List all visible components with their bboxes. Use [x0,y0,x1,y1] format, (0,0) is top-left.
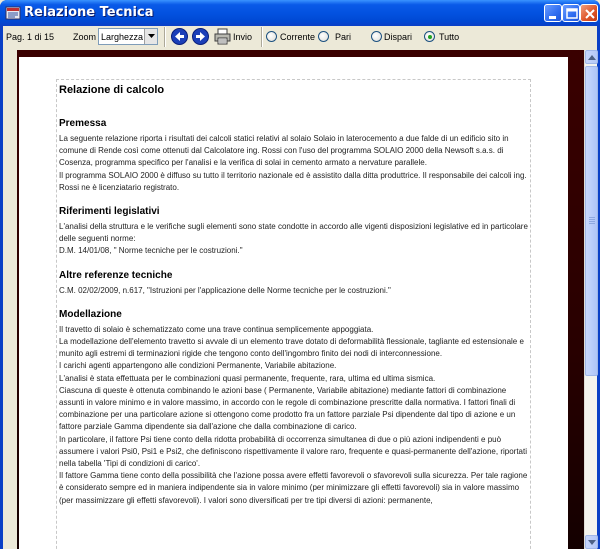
grip-line [589,219,595,220]
zoom-select-value: Larghezza [101,32,144,42]
toolbar-separator [261,27,263,47]
minimize-icon [545,5,563,23]
section-heading: Premessa [59,118,107,129]
maximize-button[interactable] [562,4,580,22]
radio-all-label: Tutto [439,32,460,42]
section-altre-referenze [59,269,529,297]
paragraph: L'analisi della struttura e le verifiche sugli elementi sono state condotte in accordo alle vigenti disposizioni legislative ed in particolare delle seguenti norme: [59,222,528,244]
grip-line [589,217,595,218]
paragraph: La seguente relazione riporta i risultati dei calcoli statici relativi al solaio Solaio in laterocemento a due falde di un edificio sito in comune di Rende così come ottenuti dal Calcolatore ing. Rossi con l'uso del programma SOLAIO 2000 della Newsoft s.a.s. di Cosenza, programma specifico per l'analisi e la verifica di solai in cemento armato a nervature parallele. [59,134,509,168]
zoom-label: Zoom [73,32,97,42]
paragraph: Ciascuna di queste è ottenuta combinando le azioni base ( Permanente, Variabile abitazione) mediante fattori di combinazione assunti in valore minimo e in valore massimo, in accordo con le regole di combinazione prescritte dalla normativa. I fattori finali di combinazione per una particolare azione si ottengono come prodotto fra un fattore parziale Psi dipendente dal tipo di azione e un fattore parziale Gamma dipendente sia dall'azione che dalla combinazione di carico. [59,385,516,432]
scroll-down-button[interactable] [585,535,598,549]
radio-odd[interactable] [371,31,382,42]
radio-even[interactable] [318,31,329,42]
report-page [19,57,568,549]
page-indicator: Pag. 1 di 15 [6,32,55,42]
zoom-select[interactable] [98,28,158,45]
scroll-up-button[interactable] [585,50,598,64]
title-bar[interactable] [0,0,600,26]
section-heading: Riferimenti legislativi [59,206,160,218]
radio-selected-dot [428,35,432,39]
vertical-scrollbar[interactable] [584,50,597,549]
chevron-up-icon [588,55,596,60]
grip-line [589,221,595,222]
close-icon [581,5,599,23]
paragraph: Il programma SOLAIO 2000 è diffuso su tutto il territorio nazionale ed è assistito dalla ditta produttrice. Il responsabile dei calcoli ing. Rossi ne è licenziatario registrato. [59,170,527,192]
send-print-button[interactable] [212,26,258,47]
paragraph: L'analisi è stata effettuata per le combinazioni quasi permanente, frequente, rara, ultima ed ultima sismica. [59,373,436,383]
printer-icon [214,28,231,45]
chevron-down-icon [588,540,596,545]
radio-current-label: Corrente [280,32,316,42]
report-content [59,83,529,518]
toolbar [3,26,597,48]
scrollbar-thumb[interactable] [585,66,598,376]
document-viewport[interactable] [17,50,584,549]
report-app-icon [5,5,21,21]
section-riferimenti-legislativi [59,205,529,258]
section-premessa [59,117,529,194]
radio-all[interactable] [424,31,435,42]
radio-current[interactable] [266,31,277,42]
previous-page-button[interactable] [170,27,189,46]
chevron-down-icon [148,34,155,39]
paragraph: C.M. 02/02/2009, n.617, "Istruzioni per l'applicazione delle Norme tecniche per le costruzioni." [59,285,391,295]
next-page-button[interactable] [191,27,210,46]
window-title: Relazione Tecnica [24,5,154,20]
client-area [3,26,597,549]
paragraph: I carichi agenti appartengono alle condizioni Permanente, Variabile abitazione. [59,361,337,371]
minimize-button[interactable] [544,4,562,22]
close-button[interactable] [580,4,598,22]
zoom-dropdown-button[interactable] [144,29,157,44]
grip-line [589,223,595,224]
paragraph: La modellazione dell'elemento travetto si avvale di un elemento trave dotato di deformabilità flessionale, tagliante ed estensionale e munito agli estremi di terminazioni rigide che tengono conto dell'ingombro finito dei nodi di interconnessione. [59,337,524,359]
maximize-icon [563,5,581,23]
report-title: Relazione di calcolo [59,84,165,96]
paragraph: In particolare, il fattore Psi tiene conto della ridotta probabilità di occorrenza simultanea di due o più azioni indipendenti e può assumere i valori Psi0, Psi1 e Psi2, che definiscono rispettivamente il valore raro, frequente e quasi-permanente dell'azione, riportati nella tabella 'Tipi di condizioni di carico'. [59,434,527,469]
radio-even-label: Pari [335,32,352,42]
paragraph: Il travetto di solaio è schematizzato come una trave continua semplicemente appoggiata. [59,324,374,334]
section-heading: Modellazione [59,308,122,320]
paragraph: Il fattore Gamma tiene conto della possibilità che l'azione possa avere effetti favorevoli o sfavorevoli sulla sicurezza. Per tale ragione è considerato sempre ed in maniera indipendente sia in valore minimo (per minimizzare gli effetti favorevoli) sia in valore massimo (per massimizzare gli effetti sfavorevoli). I valori sono diversificati per tre tipi diversi di azioni: permanente, [59,471,528,505]
section-heading: Altre referenze tecniche [59,269,173,281]
radio-odd-label: Dispari [384,32,413,42]
send-label: Invio [233,32,253,42]
paragraph: D.M. 14/01/08, " Norme tecniche per le costruzioni." [59,246,243,256]
toolbar-separator [164,27,166,47]
section-modellazione [59,308,529,507]
